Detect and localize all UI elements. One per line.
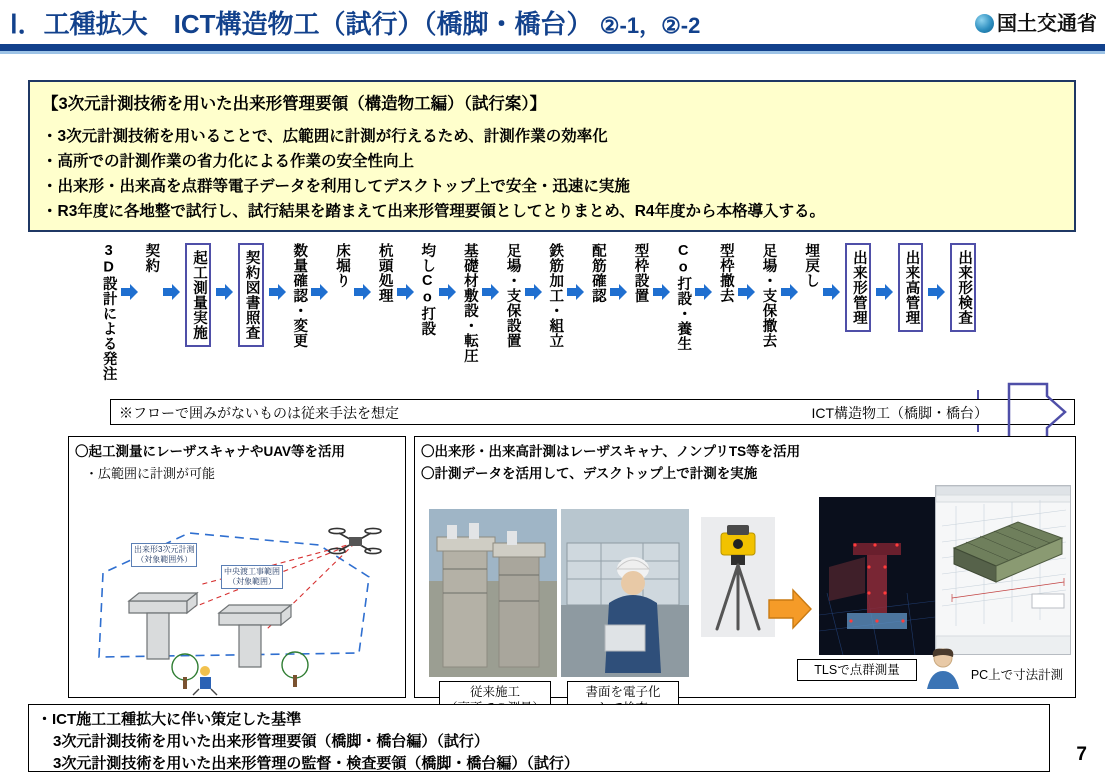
flow-step-label: 埋戻し bbox=[803, 243, 820, 288]
flow-step-label: 杭頭処理 bbox=[376, 243, 393, 303]
flow-arrow-icon bbox=[737, 283, 756, 301]
photo-3d-software-screen bbox=[935, 485, 1071, 655]
operator-icon bbox=[923, 645, 963, 689]
flow-arrow-icon bbox=[215, 283, 234, 301]
flow-arrow-icon bbox=[524, 283, 543, 301]
flow-arrow-icon bbox=[120, 283, 139, 301]
flow-step-label: 出来形検査 bbox=[956, 250, 973, 325]
panel-survey-head: 〇起工測量にレーザスキャナやUAV等を活用 bbox=[75, 444, 345, 459]
page-title-main: Ⅰ．工種拡大 ICT構造物工（試行）（橋脚・橋台） bbox=[10, 9, 593, 39]
flow-step-label: 均しCo打設 bbox=[419, 243, 436, 336]
standards-line: ・ICT施工工種拡大に伴い策定した基準 bbox=[37, 711, 302, 728]
panel-survey bbox=[68, 436, 406, 698]
flow-step bbox=[419, 243, 435, 336]
flow-step-label: Co打設・養生 bbox=[675, 243, 692, 351]
survey-illustration bbox=[69, 481, 405, 697]
flow-arrow-icon bbox=[396, 283, 415, 301]
flow-step-label: 基礎材敷設・転圧 bbox=[461, 243, 478, 363]
flow-note-right: ICT構造物工（橋脚・橋台） bbox=[811, 405, 988, 421]
page-title bbox=[10, 4, 700, 41]
flow-step bbox=[760, 243, 776, 348]
caption-conventional: 従来施工 bbox=[439, 681, 551, 720]
flow-step-label: 鉄筋加工・組立 bbox=[547, 243, 564, 348]
ministry-label bbox=[975, 7, 1097, 36]
flow-arrow-icon bbox=[481, 283, 500, 301]
flow-step-label: 起工測量実施 bbox=[190, 250, 207, 340]
standards-line: 3次元計測技術を用いた出来形管理の監督・検査要領（橋脚・橋台編）（試行） bbox=[53, 754, 579, 772]
caption-pc: PC上で寸法計測 bbox=[963, 665, 1071, 685]
notice-line: ・高所での計測作業の省力化による作業の安全性向上 bbox=[42, 153, 415, 171]
caption-digitize: 書面を電子化 bbox=[567, 681, 679, 720]
flow-step bbox=[589, 243, 605, 303]
flow-arrow-icon bbox=[438, 283, 457, 301]
flow-step-label: 足場・支保設置 bbox=[504, 243, 521, 348]
flow-arrow-icon bbox=[822, 283, 841, 301]
photo-conventional-survey bbox=[429, 509, 557, 677]
page-number: 7 bbox=[1076, 744, 1087, 765]
notice-title: 【3次元計測技術を用いた出来形管理要領（構造物工編）（試行案）】 bbox=[42, 95, 547, 113]
flow-step bbox=[100, 243, 116, 381]
flow-step bbox=[898, 243, 924, 332]
flow-step-label: 型枠撤去 bbox=[717, 243, 734, 303]
photo-point-cloud-pier bbox=[819, 497, 935, 655]
flow-arrow-icon bbox=[927, 283, 946, 301]
flow-arrow-icon bbox=[162, 283, 181, 301]
flow-step bbox=[504, 243, 520, 348]
flow-step bbox=[333, 243, 349, 288]
flow-step-label: 出来高管理 bbox=[903, 250, 920, 325]
flow-arrow-icon bbox=[310, 283, 329, 301]
flow-step bbox=[717, 243, 733, 303]
notice-box bbox=[28, 80, 1076, 232]
photo-total-station bbox=[701, 517, 775, 637]
flow-arrow-icon bbox=[694, 283, 713, 301]
standards-box bbox=[28, 704, 1050, 772]
flow-step-label: 契約 bbox=[143, 243, 160, 273]
flow-step-label: 型枠設置 bbox=[632, 243, 649, 303]
flow-step bbox=[238, 243, 264, 347]
flow-scope-arrow-icon bbox=[1007, 382, 1069, 442]
flow-step-label: 契約図書照査 bbox=[243, 250, 260, 340]
flow-step bbox=[461, 243, 477, 363]
flow-step bbox=[143, 243, 159, 273]
panel-measurement bbox=[414, 436, 1076, 698]
notice-line: ・出来形・出来高を点群等電子データを利用してデスクトップ上で安全・迅速に実施 bbox=[42, 178, 630, 196]
flow-arrow-icon bbox=[566, 283, 585, 301]
flow-step bbox=[632, 243, 648, 303]
flow-note-left: ※フローで囲みがないものは従来手法を想定 bbox=[119, 405, 399, 421]
caption-tls: TLSで点群測量 bbox=[797, 659, 917, 681]
header-divider bbox=[0, 44, 1105, 51]
flow-arrow-icon bbox=[875, 283, 894, 301]
flow-arrow-icon bbox=[780, 283, 799, 301]
slide-header bbox=[0, 0, 1105, 52]
ministry-name: 国土交通省 bbox=[997, 13, 1097, 35]
flow-arrow-icon bbox=[609, 283, 628, 301]
flow-arrow-icon bbox=[268, 283, 287, 301]
ministry-logo-icon bbox=[975, 14, 994, 33]
process-arrow-icon bbox=[767, 587, 813, 631]
flow-step bbox=[291, 243, 307, 348]
illus-label: 中央渡工事範囲 （対象範囲） bbox=[221, 565, 283, 589]
notice-line: ・R3年度に各地整で試行し、試行結果を踏まえて出来形管理要領としてとりまとめ、R4年度から本格導入する。 bbox=[42, 203, 826, 221]
flow-step bbox=[803, 243, 819, 288]
flow-step-label: 3D設計による発注 bbox=[100, 243, 117, 381]
flow-step-label: 足場・支保撤去 bbox=[760, 243, 777, 348]
flow-step bbox=[950, 243, 976, 332]
panel-measurement-head-2: 〇計測データを活用して、デスクトップ上で計測を実施 bbox=[421, 465, 758, 481]
flow-step bbox=[845, 243, 871, 332]
flow-step bbox=[675, 243, 691, 351]
process-flow bbox=[100, 243, 1085, 398]
flow-step-label: 配筋確認 bbox=[589, 243, 606, 303]
photo-worker-documents bbox=[561, 509, 689, 677]
panel-survey-sub: ・広範囲に計測が可能 bbox=[85, 465, 216, 481]
flow-step-label: 出来形管理 bbox=[850, 250, 867, 325]
flow-step-label: 数量確認・変更 bbox=[291, 243, 308, 348]
flow-note bbox=[110, 399, 1075, 425]
flow-arrow-icon bbox=[353, 283, 372, 301]
panel-measurement-head-1: 〇出来形・出来高計測はレーザスキャナ、ノンプリTS等を活用 bbox=[421, 444, 801, 459]
illus-label: 出来形3次元計測 （対象範囲外） bbox=[131, 543, 197, 567]
notice-line: ・3次元計測技術を用いることで、広範囲に計測が行えるため、計測作業の効率化 bbox=[42, 128, 608, 145]
flow-arrow-icon bbox=[652, 283, 671, 301]
flow-step bbox=[376, 243, 392, 303]
flow-step bbox=[185, 243, 211, 347]
flow-step bbox=[547, 243, 563, 348]
page-title-sub: ②-1，②-2 bbox=[599, 13, 701, 38]
flow-step-label: 床堀り bbox=[333, 243, 350, 288]
standards-line: 3次元計測技術を用いた出来形管理要領（橋脚・橋台編）（試行） bbox=[53, 732, 489, 750]
